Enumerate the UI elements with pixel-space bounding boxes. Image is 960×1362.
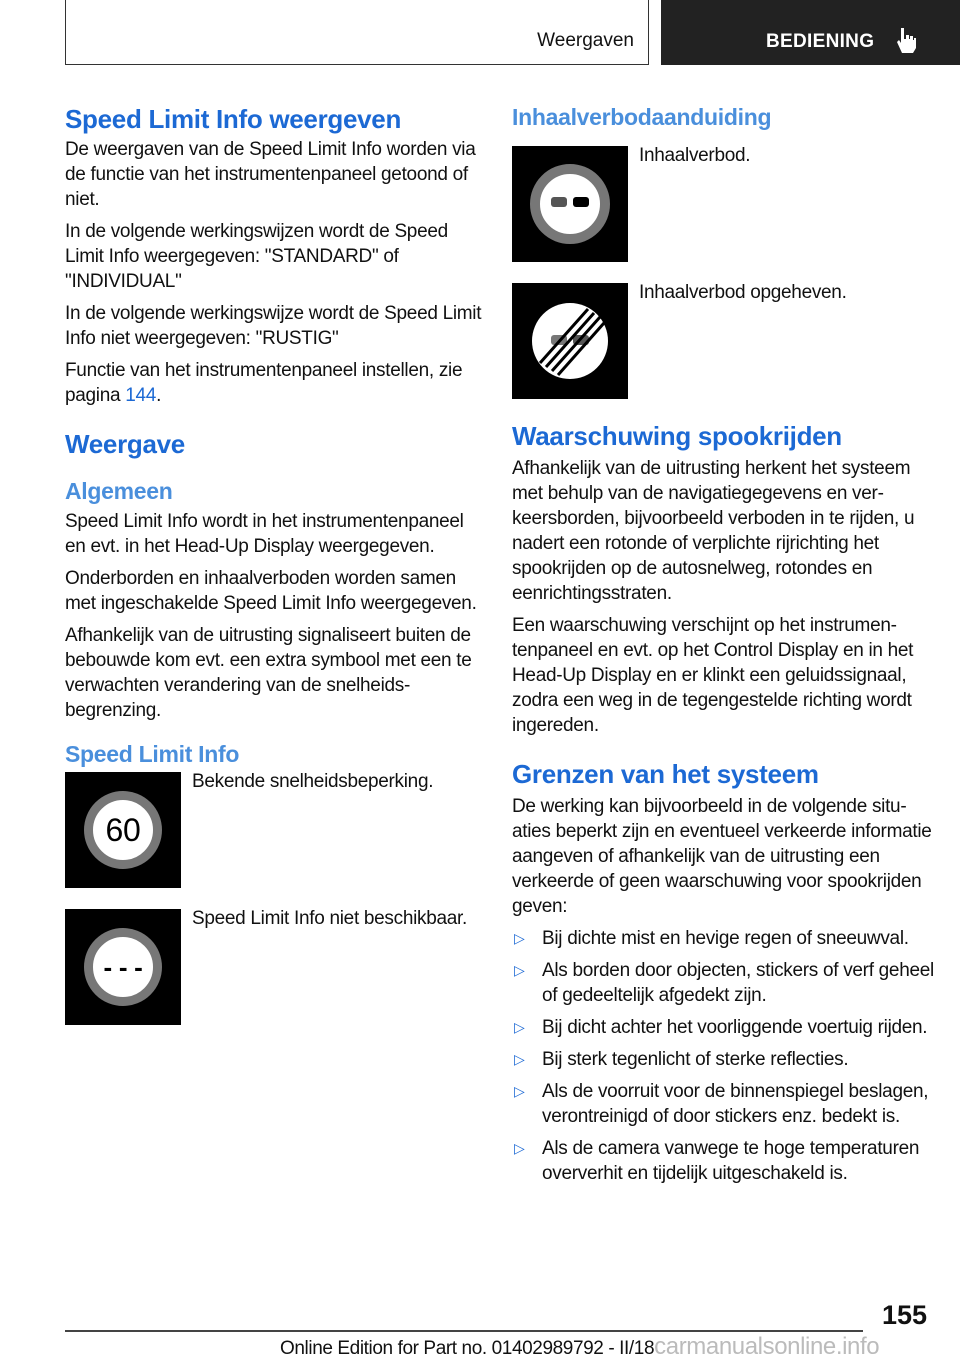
list-item <box>512 1136 937 1186</box>
page-link[interactable]: 144 <box>125 385 157 406</box>
paragraph: Speed Limit Info wordt in het instrumentenpaneel en evt. in het Head-Up Display weergegeven. <box>65 511 464 557</box>
heading-algemeen: Algemeen <box>65 478 173 504</box>
text: Als borden door objecten, stickers of verf geheel of gedeeltelijk afgedekt zijn. <box>542 960 934 1006</box>
list-item <box>512 958 937 1008</box>
limitations-list <box>512 926 937 1186</box>
page-number: 155 <box>881 1300 927 1330</box>
text: Bij dichte mist en hevige regen of sneeuwval. <box>542 928 909 949</box>
edition-text: Online Edition for Part no. 01402989792 - II/18 <box>280 1338 655 1359</box>
sign-label: Inhaalverbod. <box>639 145 751 166</box>
list-item <box>512 926 937 951</box>
section-title: Weergaven <box>537 30 634 51</box>
footer-edition <box>280 1333 879 1361</box>
paragraph: In de volgende werkingswijze wordt de Speed Limit Info niet weergegeven: "RUSTIG" <box>65 303 482 349</box>
sign-label: Speed Limit Info niet beschikbaar. <box>192 908 467 929</box>
speed-limit-sign-icon <box>65 772 181 888</box>
paragraph: Onderborden en inhaalverboden worden samen met ingeschakelde Speed Limit Info weergegeven. <box>65 568 477 614</box>
text: Bij sterk tegenlicht of sterke reflecties. <box>542 1049 849 1070</box>
heading-grenzen-van-het-systeem: Grenzen van het systeem <box>512 759 819 789</box>
speed-value: - - - <box>84 928 162 1006</box>
no-overtaking-sign-icon <box>512 146 628 262</box>
end-no-overtaking-sign-icon <box>512 283 628 399</box>
left-column <box>65 103 485 1046</box>
sign-row <box>65 909 485 1025</box>
paragraph: Afhankelijk van de uitrusting signaliseert buiten de bebouwde kom evt. een extra symbool met een te verwachten verandering van de snelheidsbegrenzing. <box>65 625 472 721</box>
header-frame <box>65 0 649 65</box>
sign-row <box>65 772 485 888</box>
heading-waarschuwing-spookrijden: Waarschuwing spookrijden <box>512 421 842 451</box>
list-item <box>512 1015 937 1040</box>
watermark: carmanualsonline.info <box>654 1333 880 1360</box>
speed-value: 60 <box>84 791 162 869</box>
sign-row <box>512 283 937 399</box>
triangle-bullet-icon: ▷ <box>514 1019 525 1035</box>
list-item <box>512 1079 937 1129</box>
hand-pointer-icon <box>895 26 917 54</box>
paragraph: Een waarschuwing verschijnt op het instrumentenpaneel en evt. op het Control Display en in het Head-Up Display en er klinkt een geluidssignaal, zodra een weg in de tegengestelde richting wordt ingereden. <box>512 615 914 736</box>
triangle-bullet-icon: ▷ <box>514 1051 525 1067</box>
heading-speed-limit-info: Speed Limit Info <box>65 741 240 767</box>
paragraph: De werking kan bijvoorbeeld in de volgende situaties beperkt zijn en eventueel verkeerde informatie aangeven of afhankelijk van de uitrusting een verkeerde of geen waarschuwing voor spookrijden geven: <box>512 796 932 917</box>
paragraph: In de volgende werkingswijzen wordt de Speed Limit Info weergegeven: "STANDARD" of "INDIVIDUAL" <box>65 221 448 292</box>
triangle-bullet-icon: ▷ <box>514 1083 525 1099</box>
chapter-title: BEDIENING <box>766 31 875 52</box>
paragraph: Afhankelijk van de uitrusting herkent het systeem met behulp van de navigatiegegevens en verkeersborden, bijvoorbeeld verboden in te rijden, u nadert een rotonde of verplichte rijrichting het spookrijden op de autosnelweg, rotondes en eenrichtingsstraten. <box>512 458 915 604</box>
sign-label: Bekende snelheidsbeperking. <box>192 771 434 792</box>
triangle-bullet-icon: ▷ <box>514 1140 525 1156</box>
heading-speed-limit-info-weergeven: Speed Limit Info weergeven <box>65 104 402 134</box>
chapter-tab <box>661 0 960 65</box>
text: Als de camera vanwege te hoge temperaturen oververhit en tijdelijk uitgeschakeld is. <box>542 1138 920 1184</box>
text: Bij dicht achter het voorliggende voertuig rijden. <box>542 1017 928 1038</box>
sign-row <box>512 146 937 262</box>
paragraph <box>65 358 485 408</box>
text: Als de voorruit voor de binnenspiegel beslagen, verontreinigd of door stickers enz. bedekt is. <box>542 1081 929 1127</box>
sign-label: Inhaalverbod opgeheven. <box>639 282 847 303</box>
footer-divider <box>65 1330 863 1332</box>
list-item <box>512 1047 937 1072</box>
heading-weergave: Weergave <box>65 429 185 459</box>
triangle-bullet-icon: ▷ <box>514 930 525 946</box>
text: . <box>156 385 162 406</box>
triangle-bullet-icon: ▷ <box>514 962 525 978</box>
heading-inhaalverbodaanduiding: Inhaalverbodaanduiding <box>512 104 772 130</box>
paragraph: De weergaven van de Speed Limit Info worden via de functie van het instrumentenpaneel getoond of niet. <box>65 139 476 210</box>
speed-limit-unavailable-icon <box>65 909 181 1025</box>
text: Functie van het instrumentenpaneel instellen, zie pagina <box>65 360 463 406</box>
right-column <box>512 102 937 1193</box>
